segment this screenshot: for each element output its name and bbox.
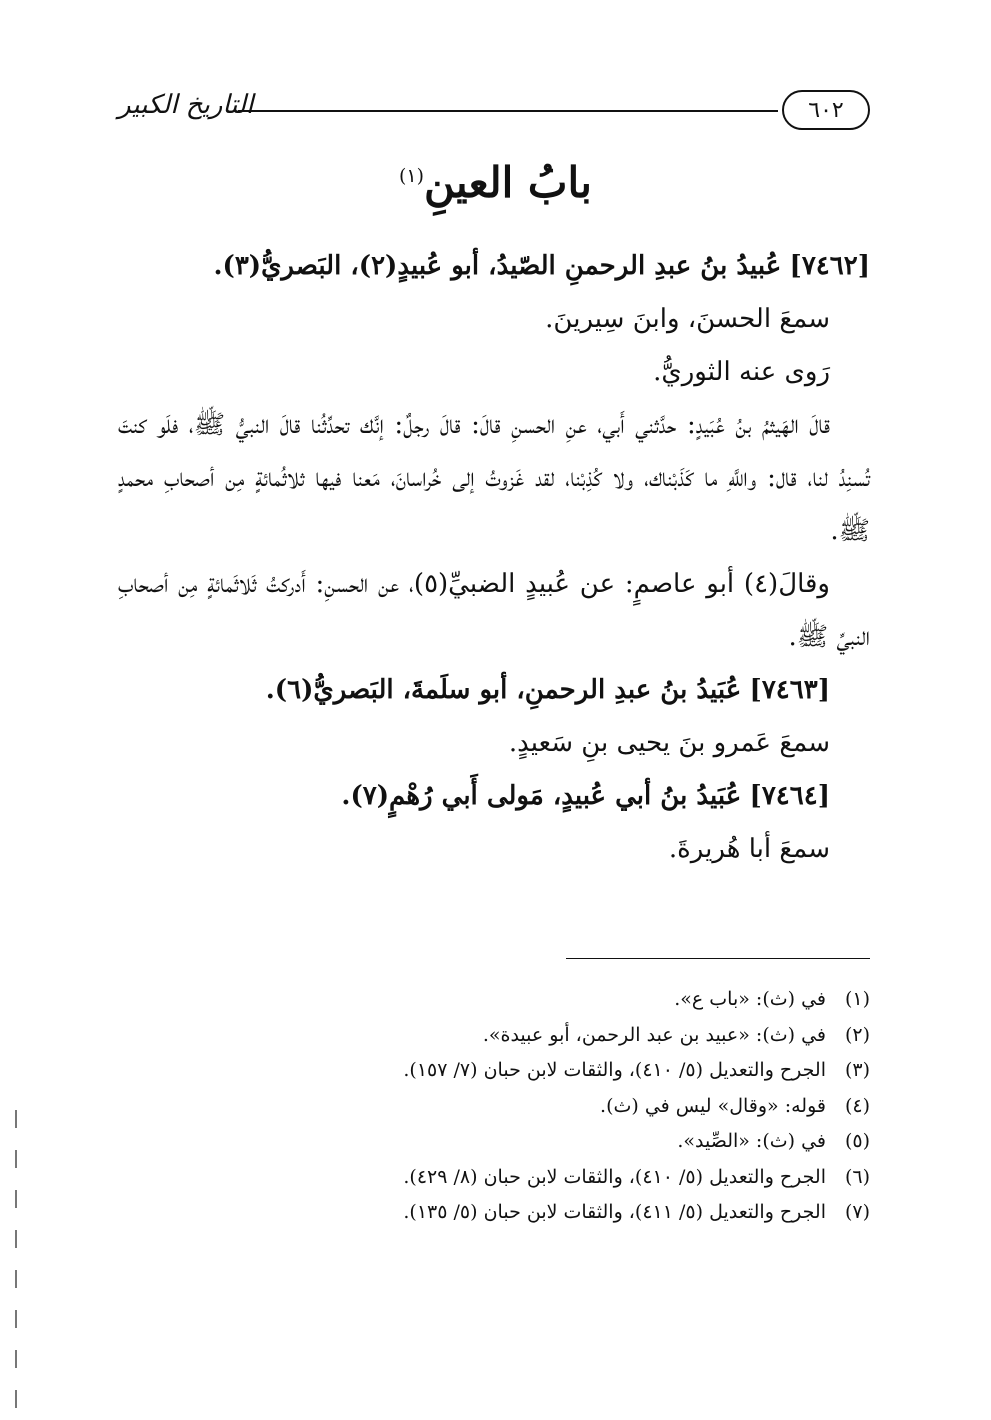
paragraph: سمعَ أبا هُريرةَ.: [668, 834, 830, 864]
running-title: التاريخ الكبير: [118, 90, 254, 120]
entry-number: [٧٤٦٣]: [749, 675, 830, 705]
paragraph: قالَ الهَيثمُ بنُ عُبَيدٍ: حدَّثني أَبي، عنِ الحسنِ قالَ: قالَ رجلٌ: إنَّك تحدِّثُنا قالَ النبيُّ ﷺ، فلَو كنتَ تُسنِدُ لنا، قال: واللَّهِ ما كَذَبْناك، ولا كُذِبْنا، لقد غَزوتُ إلى خُراسانَ، مَعنا فيها ثلاثُمائةٍ مِن أصحابِ محمدٍ ﷺ.: [118, 410, 870, 546]
entry-7464: [118, 770, 870, 823]
chapter-title: بابُ العينِ: [423, 158, 592, 207]
footnote-text: في (ث): «باب ع».: [674, 988, 826, 1010]
footnote-text: الجرح والتعديل (٥/ ٤١١)، والثقات لابن حبان (٥/ ١٣٥).: [403, 1201, 826, 1223]
chapter-footnote-ref: (١): [399, 165, 424, 187]
footnote-separator: [566, 958, 870, 959]
scan-margin-marks: [15, 1110, 17, 1410]
footnote: [118, 1195, 870, 1231]
page-header: [118, 88, 870, 138]
footnote: [118, 1160, 870, 1196]
footnote-text: في (ث): «الصِّيد».: [677, 1130, 826, 1152]
entry-7463: [118, 664, 870, 717]
entry-heading: عُبَيدُ بنُ عبدِ الرحمنِ، أبو سلَمةَ، البَصريُّ(٦).: [265, 675, 742, 705]
footnote-number: (٦): [844, 1165, 870, 1188]
footnote-text: الجرح والتعديل (٥/ ٤١٠)، والثقات لابن حبان (٨/ ٤٢٩).: [403, 1165, 826, 1188]
entry-number: [٧٤٦٢]: [789, 251, 870, 281]
paragraph: رَوى عنه الثوريُّ.: [653, 357, 830, 387]
entry-heading: عُبيدُ بنُ عبدِ الرحمنِ الصّيدُ، أبو عُبيدٍ(٢)، البَصريُّ(٣).: [213, 251, 782, 281]
footnote: [118, 1018, 870, 1054]
entry-heading: عُبَيدُ بنُ أبي عُبيدٍ، مَولى أَبي رُهْمٍ(٧).: [341, 781, 742, 811]
header-rule: [238, 110, 778, 112]
page-number: ٦٠٢: [782, 90, 870, 130]
footnote-number: (٣): [844, 1059, 870, 1081]
footnote-number: (٢): [844, 1023, 870, 1046]
footnote-number: (١): [844, 988, 870, 1010]
footnote: [118, 1124, 870, 1160]
entry-7462: [118, 240, 870, 293]
footnote-number: (٥): [844, 1130, 870, 1152]
footnote: [118, 982, 870, 1018]
footnote-number: (٤): [844, 1094, 870, 1117]
chapter-heading: [0, 158, 991, 207]
footnotes: [118, 982, 870, 1231]
footnote-number: (٧): [844, 1201, 870, 1223]
footnote: [118, 1053, 870, 1089]
footnote: [118, 1089, 870, 1125]
footnote-text: قوله: «وقال» ليس في (ث).: [600, 1094, 826, 1117]
entry-number: [٧٤٦٤]: [749, 781, 830, 811]
paragraph: وقالَ(٤) أبو عاصمٍ: عن عُبيدٍ الضبيِّ(٥)، عن الحسنِ: أَدركتُ ثَلاثَمائةٍ مِن أصحابِ النبيِّ ﷺ.: [118, 569, 870, 652]
footnote-text: الجرح والتعديل (٥/ ٤١٠)، والثقات لابن حبان (٧/ ١٥٧).: [403, 1059, 826, 1081]
paragraph: سمعَ عَمرو بنَ يحيى بنِ سَعيدٍ.: [508, 728, 830, 758]
footnote-text: في (ث): «عبيد بن عبد الرحمن، أبو عبيدة».: [482, 1023, 826, 1046]
main-text: [118, 240, 870, 876]
paragraph: سمعَ الحسنَ، وابنَ سِيرينَ.: [545, 304, 830, 334]
